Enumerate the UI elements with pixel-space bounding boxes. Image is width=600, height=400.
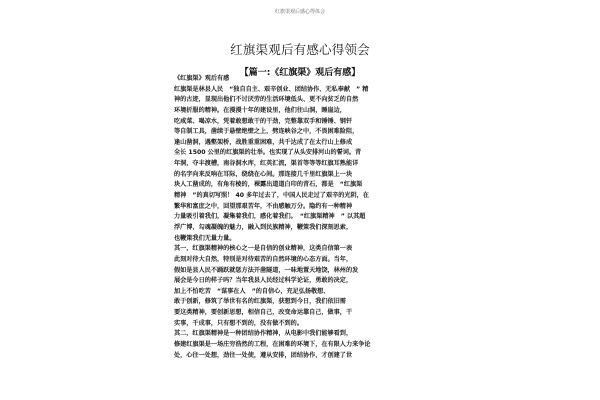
document-subtitle: 【篇一:《红旗渠》观后有感】 — [239, 68, 361, 78]
body-line: 的名字向来反响在耳际，绕绕在心间。那连接几千里红旗渠上一块 — [174, 170, 353, 178]
body-line: 吃咸菜、喝凉水，凭着敢想敢干的干劲，完整靠双手和锤锤、钢钎 — [174, 117, 353, 125]
page-header-note: 红旗渠观后感心得体会 — [274, 9, 325, 15]
body-line: 此刻对待大自然，特别是对待艰苦的自然环境的心态方面。当年， — [174, 255, 353, 263]
body-line: 实事，千成事，只有想不到的，没有做不到的。 — [174, 319, 303, 327]
body-line: 等自制工具，凿续于悬壁绝壁之上，劈连峡谷之中，不畏困难险阻， — [174, 128, 359, 136]
body-line: 逢山凿洞，遇壑架桥，战胜重重困难，共千达成了在太行山上修成 — [174, 138, 353, 146]
body-line: 要这类精神，要创新思想，相信自己，改变命运靠自己，做事，干 — [174, 309, 353, 317]
body-line: 神的古迹，显现出他们不讨厌劳的生活环境低头、更不向贫乏的自然 — [174, 96, 359, 104]
body-line: 也鞭策我们无量力量。 — [174, 234, 236, 242]
body-line: 修建红旗渠是一场庄穷浩然的工程，在困难的环境下，在有限人力来争论 — [174, 341, 371, 349]
body-line: 精神 ”的真切写照！ 40 多年过去了，中国人民走过了艰辛的光阴，在 — [174, 192, 369, 200]
body-line: 《红旗渠》观后有感 — [174, 75, 230, 82]
body-line: 浮广博，勾魂凝魄的魅力，融入到民族精神，鞭策我们深刻思索， — [174, 223, 353, 231]
body-line: 红旗渠是林县人民 “独自自主、艰辛创业、团结协作、无私奉献 ” 精 — [174, 85, 369, 93]
body-line: 环境折服的精神。在漫漫十年的建设里，他们往山洞，睡崖边， — [174, 106, 346, 114]
body-line: 其一，红旗渠精神的核心之一是自信的创业精神，这类自信第一表 — [174, 245, 353, 253]
document-title: 红旗渠观后有感心得领会 — [230, 42, 370, 57]
body-line: 处，心往一处想，劲往一处使，遵从安排，团结协作，才创建了世 — [174, 351, 353, 359]
body-line: 全长 1500 公里的红旗渠的壮举。也实现了从头安排河山的誓词。青 — [174, 149, 362, 157]
body-line: 敢于创新，修筑了举世有名的红旗渠，获想到今日，我们依旧需 — [174, 298, 346, 306]
body-line: 其二，红旗渠精神是一种团结协作精神，从电影中我们能够看到， — [174, 330, 353, 338]
body-line: 繁华和富庶之中，回望那艰苦年，不由感触万分。隐约有一种精神 — [174, 202, 353, 210]
body-line: 力量吸引着我们，凝集着我们，感化着我们。 “红旗渠精神 ” 以其超 — [174, 213, 366, 221]
body-line: 块人工凿成的，有角有棱的，裸露出道道白印的青石，都是 “红旗渠 — [174, 181, 363, 189]
document-body — [174, 74, 432, 361]
body-line: 加上不怕吃苦 “谋事在人 ”的自信心，充足弘扬敬想、 — [174, 287, 330, 295]
body-line: 假如是县人民不踊跃就惩方法开凿隧道，一味地置天地饶，林州的发 — [174, 266, 359, 274]
body-line: 年洞，夺丰渡槽，南谷洞水库，红英汇流，渠首等等等红旗耳熟能详 — [174, 160, 359, 168]
body-line: 展会是今日的样子吗？当年我县人民经过科学论证，勇敢的决定， — [174, 277, 353, 285]
